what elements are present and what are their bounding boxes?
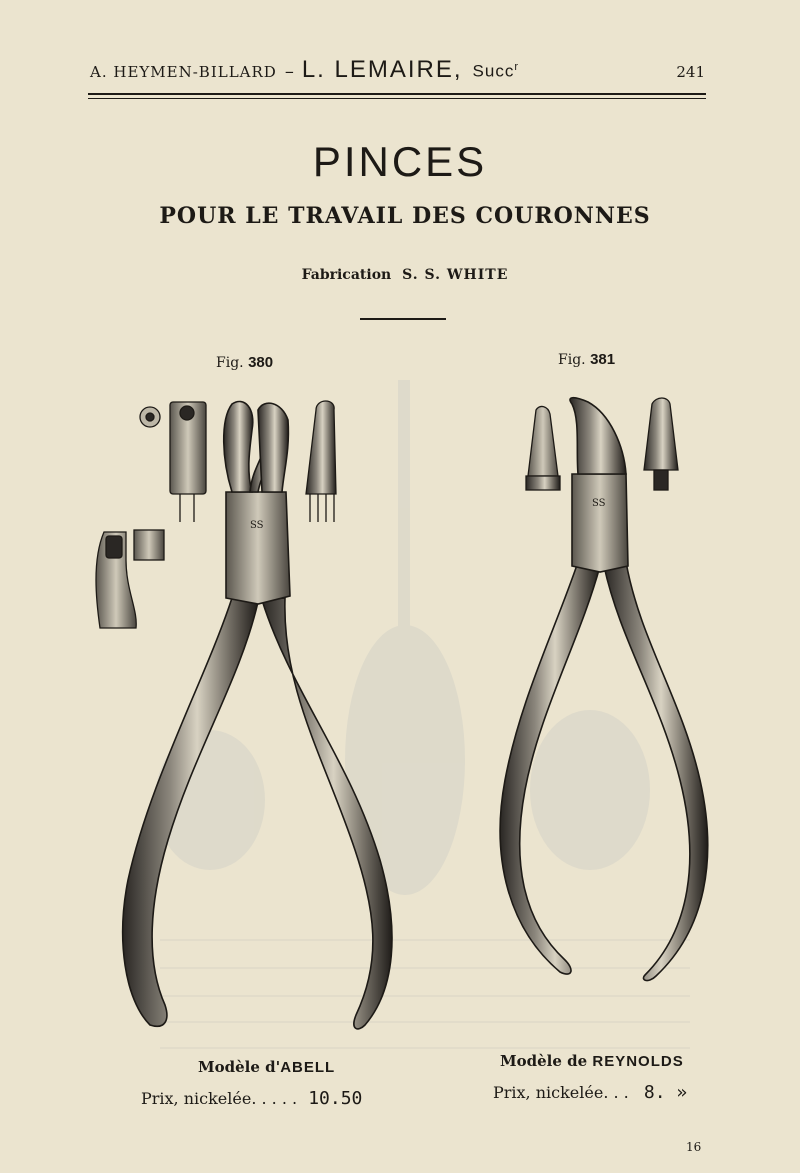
fig-380-jaws (224, 402, 253, 492)
fig-380-number: 380 (248, 354, 274, 371)
successor-abbr-text: Succ (472, 62, 515, 81)
fabrication-maker: S. S. WHITE (402, 267, 509, 283)
fig-381-prefix: Fig. (558, 352, 586, 368)
fig-381-model-prefix: Modèle de (500, 1052, 588, 1070)
fig-380-price-label: Prix, nickelée. . . . . (141, 1089, 298, 1108)
fig-381-price-line (493, 1082, 687, 1103)
successor-name: L. LEMAIRE, (301, 56, 463, 83)
page-title: PINCES (312, 138, 488, 185)
fig-380-angle-socket (106, 536, 122, 558)
fig-380-jaw-hook (258, 403, 288, 492)
fabrication-prefix: Fabrication (301, 267, 392, 283)
fig-381-beak (570, 398, 626, 474)
publisher-name: A. HEYMEN-BILLARD (90, 63, 277, 81)
successor-sup: r (514, 61, 520, 74)
fig-381-wedge-part (644, 398, 678, 470)
fig-381-number: 381 (590, 351, 616, 368)
fig-380-comb-part (306, 401, 336, 494)
fig-381-joint (572, 474, 628, 572)
fig-380-beak-hole (180, 406, 194, 420)
folio: 16 (686, 1140, 702, 1154)
fig-380-pliers (123, 402, 392, 1029)
fig-380-joint (226, 492, 290, 604)
header-separator: – (284, 61, 294, 82)
fig-380-model (198, 1058, 335, 1076)
fig-380-accessories (96, 401, 336, 628)
fig-380-left-handle (123, 598, 258, 1026)
fig-381-left-handle (500, 562, 600, 974)
fig-381-price-label: Prix, nickelée. . . (493, 1083, 629, 1102)
fig-380-price-line (141, 1088, 362, 1109)
fig-380-ring-hole (146, 413, 154, 421)
fig-380-right-handle (262, 598, 392, 1029)
fig-381-wedge-stem (654, 470, 668, 490)
fig-381-right-handle (604, 562, 708, 981)
fig-381-maker-mark: SS (592, 498, 606, 509)
fig-380-maker-mark: SS (250, 520, 264, 531)
fig-380-model-name: ABELL (280, 1059, 336, 1076)
page-number: 241 (676, 63, 705, 81)
fig-381-model (500, 1052, 684, 1070)
fig-380-square-part (134, 530, 164, 560)
fig-381-cone-base (526, 476, 560, 490)
fig-380-prefix: Fig. (216, 355, 244, 371)
fig-381-cone-part (528, 407, 558, 476)
page-subtitle: POUR LE TRAVAIL DES COURONNES (159, 203, 651, 229)
fig-381-price-value: 8. » (643, 1082, 688, 1103)
fig-381-model-name: REYNOLDS (592, 1053, 684, 1070)
fig-380-model-prefix: Modèle d' (198, 1058, 281, 1076)
fig-380-price-value: 10.50 (308, 1088, 363, 1109)
